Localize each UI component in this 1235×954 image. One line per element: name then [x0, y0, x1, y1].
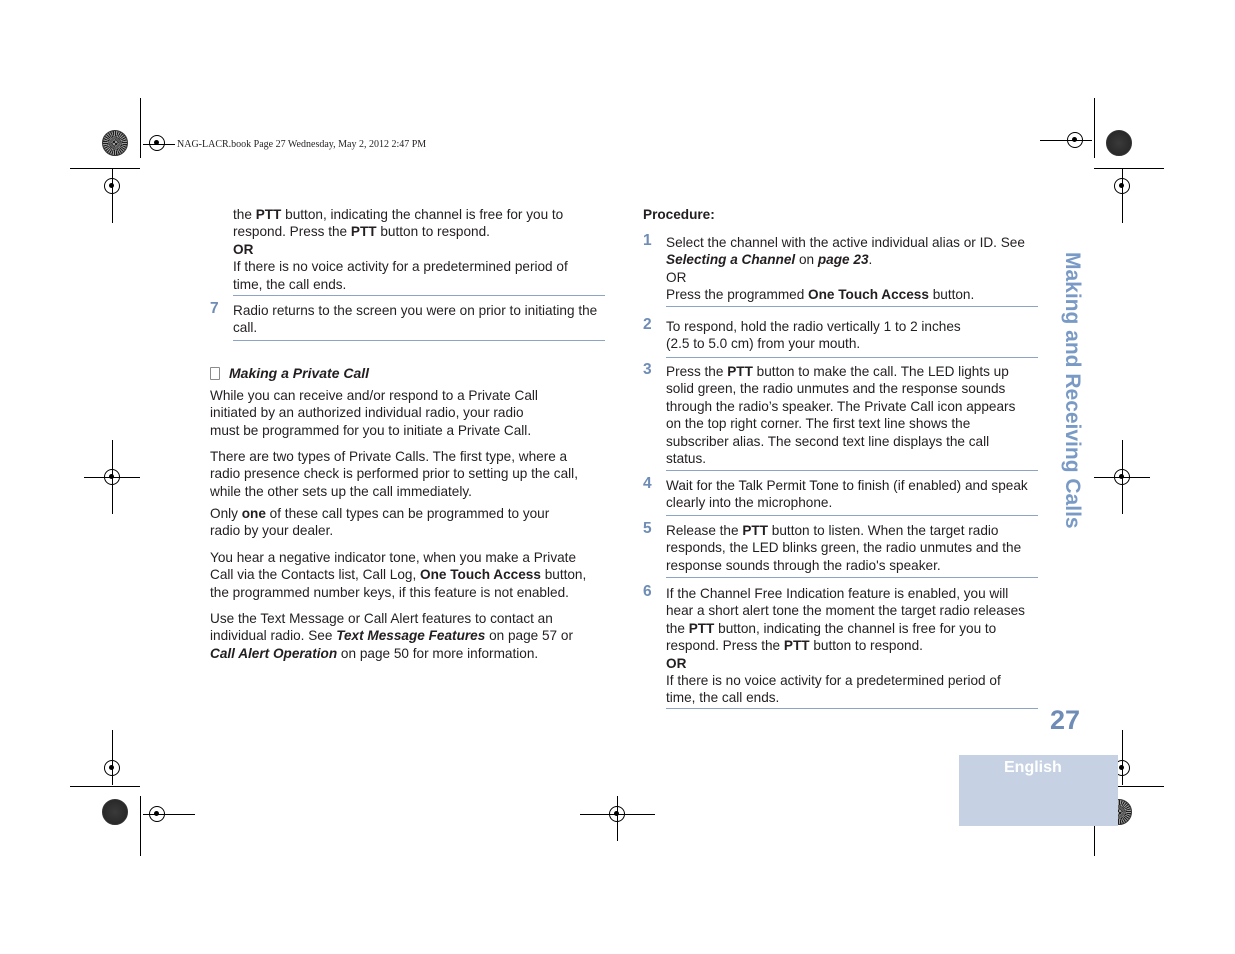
step-number: 3 — [643, 361, 652, 378]
page-number: 27 — [1050, 705, 1081, 735]
cross-reference-link[interactable]: Selecting a Channel — [666, 252, 796, 268]
step-6: If the Channel Free Indication feature is enabled, you will hear a short alert tone the moment the target radio releases the PTT button, indicating the channel is free for you to respond. Press the PTT button to respond. OR If there is no voice activity for a predetermined period of time, the call ends. — [666, 586, 1025, 706]
cross-reference-link[interactable]: Call Alert Operation — [210, 645, 338, 661]
registration-mark-icon — [1114, 178, 1130, 194]
step-2: To respond, hold the radio vertically 1 to 2 inches (2.5 to 5.0 cm) from your mouth. — [666, 319, 961, 352]
language-label: English — [1004, 759, 1062, 776]
registration-mark-icon — [104, 178, 120, 194]
step-number: 5 — [643, 520, 652, 537]
color-bar-icon — [1106, 130, 1132, 156]
registration-mark-icon — [609, 806, 625, 822]
step-4: Wait for the Talk Permit Tone to finish (if enabled) and speak clearly into the microphone. — [666, 478, 1028, 511]
paragraph: While you can receive and/or respond to a Private Call initiated by an authorized individual radio, your radio must be programmed for you to initiate a Private Call. — [210, 388, 538, 438]
step-6-continuation: the PTT button, indicating the channel is free for you to respond. Press the PTT button to respond. OR If there is no voice activity for a predetermined period of time, the call ends. — [233, 207, 568, 292]
paragraph: You hear a negative indicator tone, when you make a Private Call via the Contacts list, Call Log, One Touch Access button, the programmed number keys, if this feature is not enabled. — [210, 550, 587, 600]
paragraph: Only one of these call types can be programmed to your radio by your dealer. — [210, 506, 550, 539]
step-number: 7 — [210, 300, 219, 317]
step-number: 6 — [643, 583, 652, 600]
document-icon — [210, 367, 220, 380]
registration-mark-icon — [104, 469, 120, 485]
print-header: NAG-LACR.book Page 27 Wednesday, May 2, 2012 2:47 PM — [177, 139, 427, 150]
step-divider — [233, 295, 605, 296]
step-7: Radio returns to the screen you were on prior to initiating the call. — [233, 303, 598, 336]
registration-mark-icon — [1067, 132, 1083, 148]
step-divider — [666, 306, 1038, 307]
section-title: Making a Private Call — [210, 365, 369, 382]
step-divider — [666, 577, 1038, 578]
step-divider — [666, 515, 1038, 516]
page-reference-link[interactable]: page 23 — [817, 252, 869, 268]
registration-mark-icon — [104, 760, 120, 776]
step-1: Select the channel with the active individual alias or ID. See Selecting a Channel on page 23. OR Press the programmed One Touch Access button. — [666, 235, 1025, 303]
step-number: 1 — [643, 232, 652, 249]
color-bar-icon — [102, 130, 128, 156]
step-3: Press the PTT button to make the call. The LED lights up solid green, the radio unmutes and the response sounds through the radio’s speaker. The Private Call icon appears on the top right corner. The first text line shows the subscriber alias. The second text line displays the call status. — [666, 364, 1016, 467]
chapter-tab-title: Making and Receiving Calls — [1061, 252, 1084, 529]
step-divider — [666, 470, 1038, 471]
step-divider — [666, 708, 1038, 709]
step-5: Release the PTT button to listen. When the target radio responds, the LED blinks green, the radio unmutes and the response sounds through the radio's speaker. — [666, 523, 1022, 573]
step-number: 4 — [643, 475, 652, 492]
registration-mark-icon — [1114, 469, 1130, 485]
procedure-heading: Procedure: — [643, 207, 715, 222]
color-bar-icon — [102, 799, 128, 825]
step-divider — [666, 357, 1038, 358]
paragraph: Use the Text Message or Call Alert features to contact an individual radio. See Text Message Features on page 57 or Call Alert Operation on page 50 for more information. — [210, 611, 573, 661]
registration-mark-icon — [149, 135, 165, 151]
step-divider — [233, 340, 605, 341]
step-number: 2 — [643, 316, 652, 333]
cross-reference-link[interactable]: Text Message Features — [336, 628, 486, 644]
registration-mark-icon — [149, 806, 165, 822]
paragraph: There are two types of Private Calls. The first type, where a radio presence check is performed prior to setting up the call, while the other sets up the call immediately. — [210, 449, 578, 499]
